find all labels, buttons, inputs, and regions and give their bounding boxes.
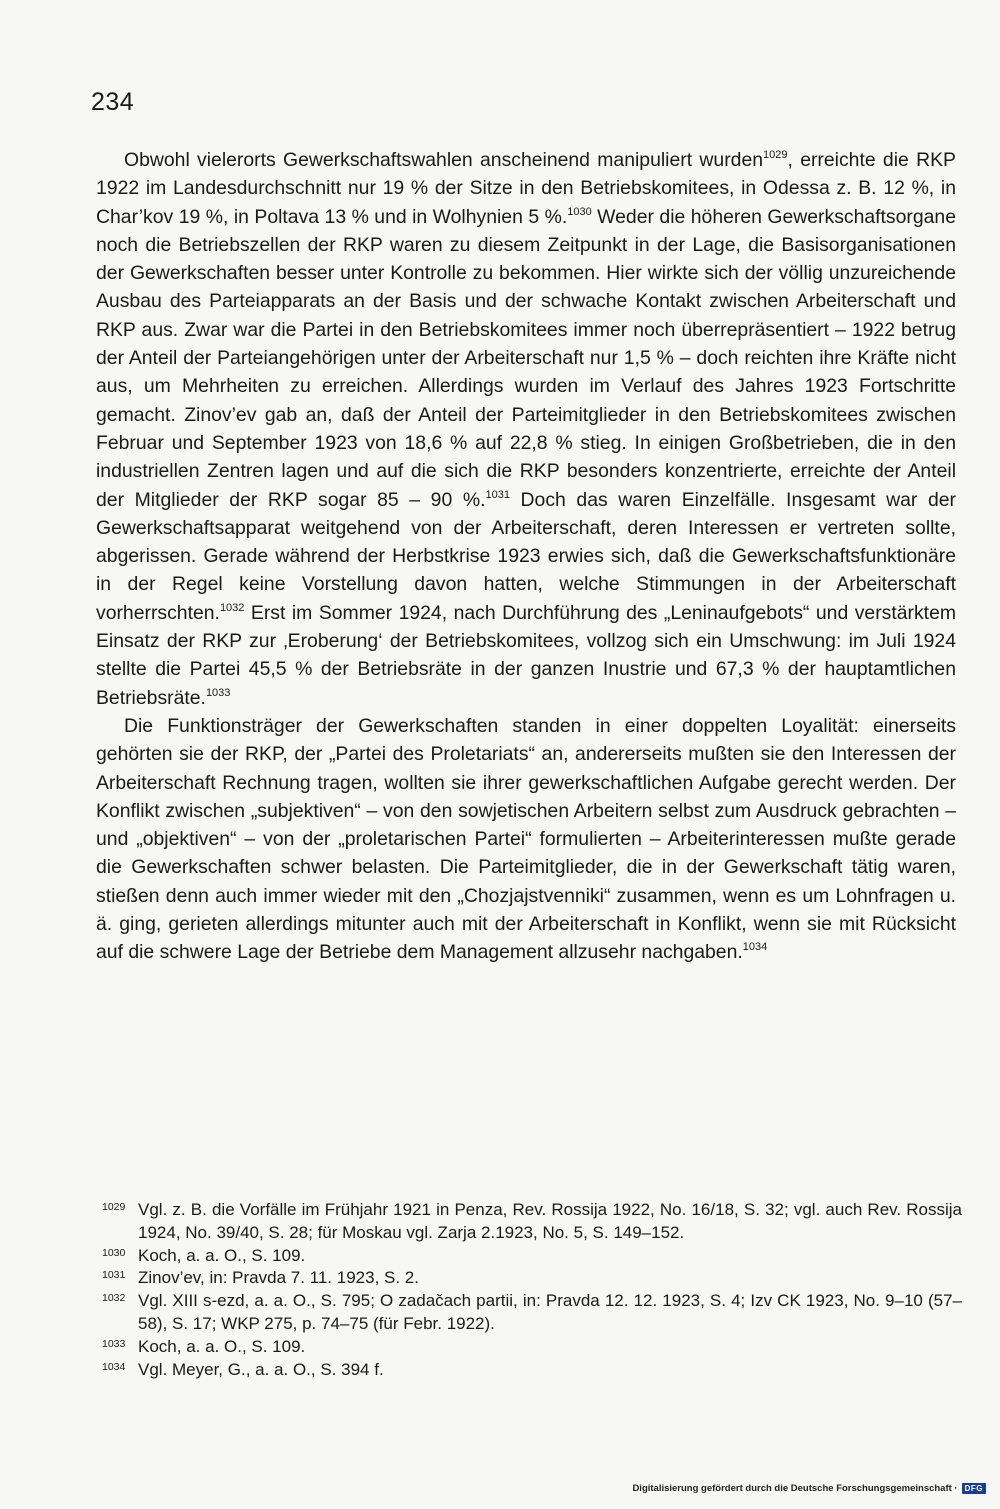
footnote — [102, 1245, 962, 1268]
body-text — [96, 146, 956, 967]
footnote — [102, 1336, 962, 1359]
footnote-number: 1030 — [102, 1246, 126, 1259]
text-run: Doch das waren Einzelfälle. Insgesamt war der Gewerkschaftsapparat weitgehend von der Arbeiterschaft, deren Interessen er vertreten sollte, abgerissen. Gerade während der Herbstkrise 1923 erwies sich, daß die Gewerkschaftsfunktionäre in der Regel keine Vorstellung davon hatten, welche Stimmungen in der Arbeiterschaft vorherrschten. — [96, 488, 956, 624]
footnote-ref: 1033 — [205, 686, 231, 699]
paragraph — [96, 712, 956, 967]
text-run: Weder die höheren Gewerkschaftsorgane noch die Betriebszellen der RKP waren zu diesem Zeitpunkt in der Lage, die Basisorganisationen der Gewerkschaften besser unter Kontrolle zu bekommen. Hier wirkte sich der völlig unzureichende Ausbau des Parteiapparats an der Basis und der schwache Kontakt zwischen Arbeiterschaft und RKP aus. Zwar war die Partei in den Betriebskomitees immer noch überrepräsentiert – 1922 betrug der Anteil der Parteiangehörigen unter der Arbeiterschaft nur 1,5 % – doch reichten ihre Kräfte nicht aus, um Mehrheiten zu erreichen. Allerdings wurden im Verlauf des Jahres 1923 Fortschritte gemacht. Zinov’ev gab an, daß der Anteil der Parteimitglieder in den Betriebskomitees zwischen Februar und September 1923 von 18,6 % auf 22,8 % stieg. In einigen Großbetrieben, die in den industriellen Zentren lagen und auf die sich die RKP besonders konzentrierte, erreichte der Anteil der Mitglieder der RKP sogar 85 – 90 %. — [96, 205, 956, 511]
text-run: Die Funktionsträger der Gewerkschaften standen in einer doppelten Loyalität: einerseits gehörten sie der RKP, der „Partei des Proletariats“ an, andererseits mußten sie den Interessen der Arbeiterschaft Rechnung tragen, wollten sie ihrer gewerkschaftlichen Aufgabe gerecht werden. Der Konflikt zwischen „subjektiven“ – von den sowjetischen Arbeitern selbst zum Ausdruck gebrachten – und „objektiven“ – von der „proletarischen Partei“ formulierten – Arbeiterinteressen mußte gerade die Gewerkschaften schwer belasten. Die Parteimitglieder, die in der Gewerkschaft tätig waren, stießen denn auch immer wieder mit den „Chozjajstvenniki“ zusammen, wenn es um Lohnfragen u. ä. ging, gerieten allerdings mitunter auch mit der Arbeiterschaft in Konflikt, wenn sie mit Rücksicht auf die schwere Lage der Betriebe dem Management allzusehr nachgaben. — [96, 714, 956, 964]
footnote-ref: 1029 — [763, 149, 788, 161]
footnote-text: Vgl. XIII s-ezd, a. a. O., S. 795; O zadačach partii, in: Pravda 12. 12. 1923, S. 4; Izv CK 1923, No. 9–10 (57–58), S. 17; WKP 275, p. 74–75 (für Febr. 1922). — [138, 1291, 962, 1333]
footnote-text: Zinov’ev, in: Pravda 7. 11. 1923, S. 2. — [138, 1268, 419, 1288]
footnote-text: Koch, a. a. O., S. 109. — [138, 1245, 306, 1265]
footnote — [102, 1199, 962, 1245]
paragraph — [96, 146, 956, 712]
footnote — [102, 1290, 962, 1336]
text-run: Erst im Sommer 1924, nach Durchführung des „Leninaufgebots“ und verstärktem Einsatz der RKP zur ‚Eroberung‘ der Betriebskomitees, vollzog sich ein Umschwung: im Juli 1924 stellte die Partei 45,5 % der Betriebsräte in der ganzen Inustrie und 67,3 % der hauptamtlichen Betriebsräte. — [96, 601, 956, 709]
footnote-number: 1033 — [102, 1337, 126, 1350]
footnote — [102, 1267, 962, 1290]
footnote-ref: 1030 — [567, 205, 592, 218]
text-run: Obwohl vielerorts Gewerkschaftswahlen anscheinend manipuliert wurden — [124, 149, 764, 171]
footnote — [102, 1359, 962, 1382]
text-run: , erreichte die RKP 1922 im Landesdurchschnitt nur 19 % der Sitze in den Betriebskomitees, in Odessa z. B. 12 %, in Char’kov 19 %, in Poltava 13 % und in Wolhynien 5 %. — [96, 149, 956, 228]
footnotes — [102, 1199, 962, 1381]
footnote-number: 1029 — [102, 1201, 126, 1213]
footnote-text: Vgl. Meyer, G., a. a. O., S. 394 f. — [138, 1359, 384, 1379]
footnote-ref: 1034 — [742, 941, 768, 954]
footnote-ref: 1031 — [485, 488, 510, 501]
footnote-number: 1034 — [102, 1360, 126, 1373]
footnote-number: 1032 — [102, 1292, 126, 1305]
digitization-footer — [632, 1483, 986, 1494]
page-number: 234 — [91, 88, 135, 116]
footnote-text: Vgl. z. B. die Vorfälle im Frühjahr 1921 in Penza, Rev. Rossija 1922, No. 16/18, S. 32; vgl. auch Rev. Rossija 1924, No. 39/40, S. 28; für Moskau vgl. Zarja 2.1923, No. 5, S. 149–152. — [138, 1200, 962, 1242]
footer-text: Digitalisierung gefördert durch die Deutsche Forschungsgemeinschaft · — [632, 1483, 958, 1494]
footnote-ref: 1032 — [219, 601, 245, 614]
footnote-text: Koch, a. a. O., S. 109. — [138, 1336, 306, 1356]
footnote-number: 1031 — [102, 1269, 126, 1282]
dfg-logo-icon: DFG — [962, 1483, 986, 1494]
